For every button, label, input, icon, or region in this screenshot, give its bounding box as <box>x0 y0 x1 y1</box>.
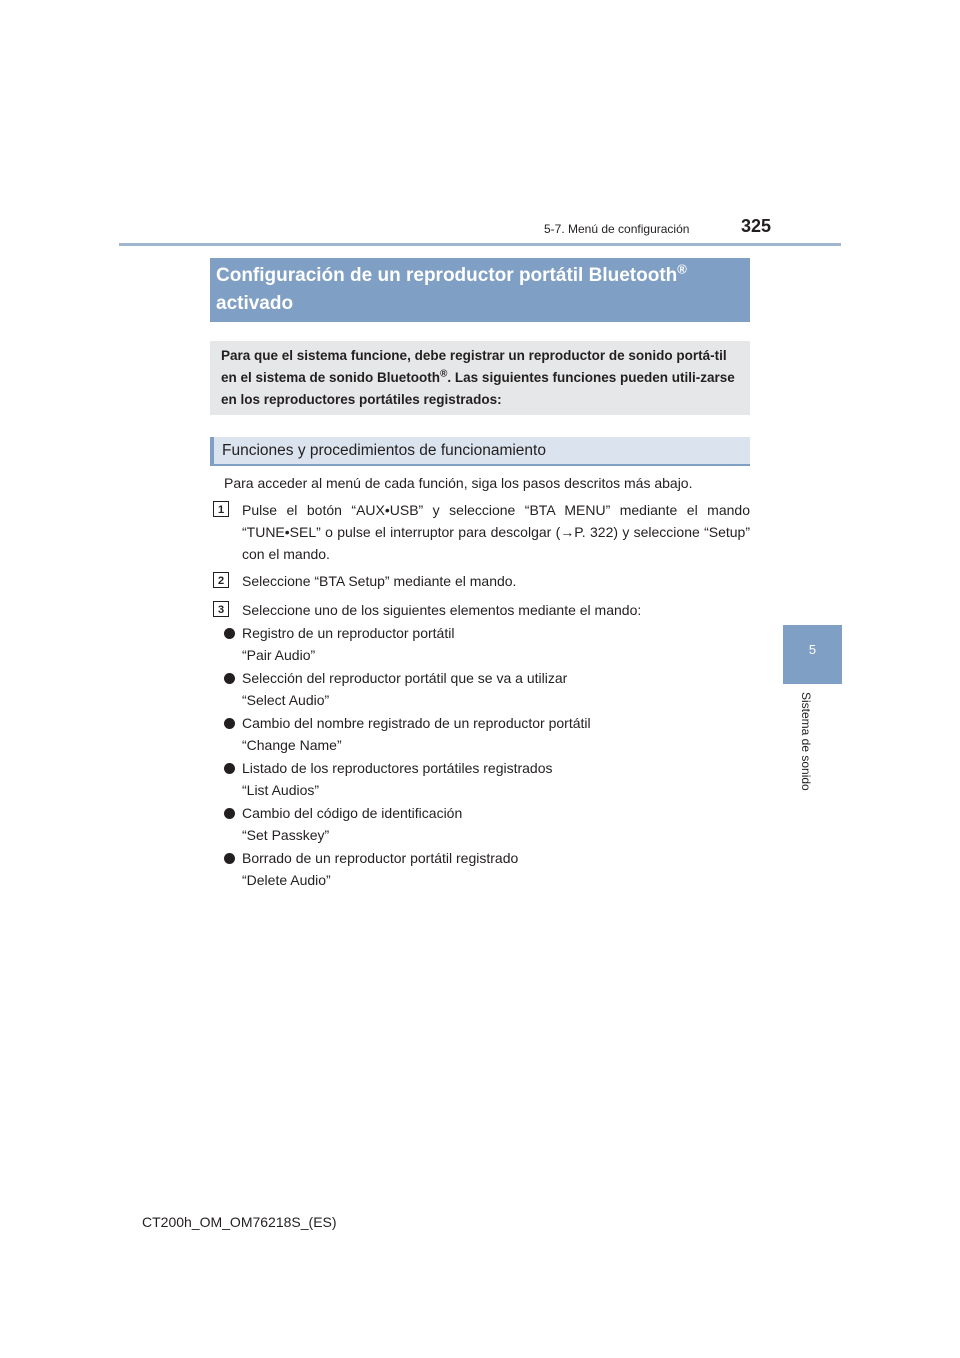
step-text: Seleccione “BTA Setup” mediante el mando. <box>242 573 517 589</box>
page-title-text: Configuración de un reproductor portátil Bluetooth <box>216 265 678 286</box>
step-3 <box>210 599 750 621</box>
list-item <box>224 667 744 711</box>
lead-text: Para acceder al menú de cada función, siga los pasos descritos más abajo. <box>224 475 693 491</box>
header-rule <box>119 243 841 246</box>
item-option: “Delete Audio” <box>242 872 331 888</box>
section-subtitle <box>210 437 750 464</box>
intro-box <box>210 341 750 415</box>
bullet-icon <box>224 853 235 864</box>
step-number: 3 <box>213 601 229 617</box>
list-item <box>224 757 744 801</box>
step-1 <box>210 499 750 565</box>
item-option: “Set Passkey” <box>242 827 330 843</box>
list-item <box>224 712 744 756</box>
step-number: 1 <box>213 501 229 517</box>
item-label: Registro de un reproductor portátil <box>242 625 455 641</box>
subtitle-underline <box>210 464 750 466</box>
page-number: 325 <box>741 216 772 236</box>
item-label: Cambio del código de identificación <box>242 805 463 821</box>
item-option: “Select Audio” <box>242 692 330 708</box>
intro-registered-mark: ® <box>440 368 448 380</box>
step-text: Seleccione uno de los siguientes elementos mediante el mando: <box>242 602 642 618</box>
item-label: Listado de los reproductores portátiles registrados <box>242 760 553 776</box>
page-title <box>210 258 750 322</box>
bullet-icon <box>224 808 235 819</box>
intro-text-1: Para que el sistema funcione, debe registrar un reproductor de sonido portá-til en el sistema de sonido Bluetooth <box>221 348 727 385</box>
item-option: “List Audios” <box>242 782 320 798</box>
item-label: Borrado de un reproductor portátil registrado <box>242 850 519 866</box>
item-option: “Pair Audio” <box>242 647 316 663</box>
step-text: Pulse el botón “AUX•USB” y seleccione “BTA MENU” mediante el mando “TUNE•SEL” o pulse el interruptor para descolgar (→P. 322) y seleccione “Setup” con el mando. <box>242 502 750 562</box>
subtitle-bar <box>210 437 214 464</box>
list-item <box>224 622 744 666</box>
step-number: 2 <box>213 572 229 588</box>
section-subtitle-text: Funciones y procedimientos de funcionamiento <box>222 442 546 459</box>
bullet-icon <box>224 763 235 774</box>
page-title-line2: activado <box>216 293 294 314</box>
chapter-tab: 5 <box>783 625 842 684</box>
chapter-label: Sistema de sonido <box>799 692 813 791</box>
intro-text-2: . Las siguientes funciones pueden utili-zarse en los reproductores portátiles registrados: <box>221 370 735 407</box>
item-label: Cambio del nombre registrado de un reproductor portátil <box>242 715 591 731</box>
option-list <box>224 622 744 892</box>
bullet-icon <box>224 718 235 729</box>
list-item <box>224 847 744 891</box>
item-option: “Change Name” <box>242 737 342 753</box>
step-2 <box>210 570 750 592</box>
bullet-icon <box>224 673 235 684</box>
footer-code: CT200h_OM_OM76218S_(ES) <box>142 1214 337 1230</box>
item-label: Selección del reproductor portátil que se va a utilizar <box>242 670 568 686</box>
bullet-icon <box>224 628 235 639</box>
registered-mark: ® <box>677 261 687 277</box>
list-item <box>224 802 744 846</box>
header-section: 5-7. Menú de configuración <box>544 222 690 236</box>
